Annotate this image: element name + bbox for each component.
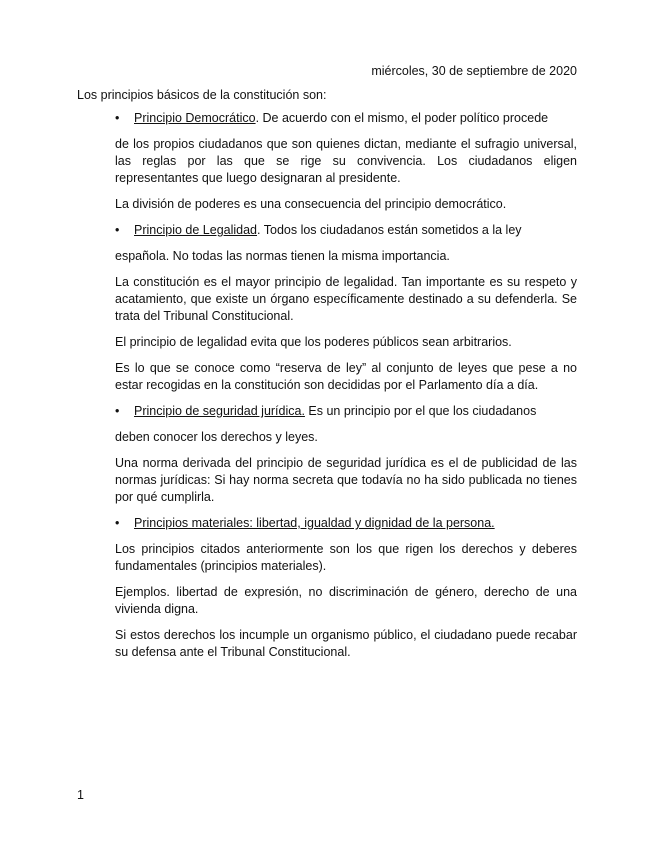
- bullet-marker: •: [115, 516, 120, 530]
- lead-seguridad: Es un principio por el que los ciudadanos: [304, 404, 537, 418]
- bullet-materiales: [115, 515, 577, 532]
- paragraph: española. No todas las normas tienen la misma importancia.: [115, 249, 450, 263]
- heading-seguridad: Principio de seguridad jurídica.: [134, 404, 305, 418]
- paragraph: de los propios ciudadanos que son quienes dictan, mediante el sufragio universal, las reglas por las que se rige su convivencia. Los ciudadanos eligen representantes que luego designaran al presidente.: [115, 137, 577, 185]
- bullet-marker: •: [115, 111, 120, 125]
- paragraph: Si estos derechos los incumple un organismo público, el ciudadano puede recabar su defensa ante el Tribunal Constitucional.: [115, 628, 577, 659]
- document-body: [115, 110, 577, 670]
- bullet-democratico: [115, 110, 577, 127]
- bullet-seguridad: [115, 403, 577, 420]
- bullet-legalidad: [115, 222, 577, 239]
- paragraph: Es lo que se conoce como “reserva de ley” al conjunto de leyes que pese a no estar recogidas en la constitución son decididas por el Parlamento día a día.: [115, 361, 577, 392]
- paragraph: Una norma derivada del principio de seguridad jurídica es el de publicidad de las normas jurídicas: Si hay norma secreta que todavía no ha sido publicada no tienes por qué cumplirla.: [115, 456, 577, 504]
- lead-democratico: . De acuerdo con el mismo, el poder político procede: [255, 111, 549, 125]
- paragraph: La división de poderes es una consecuencia del principio democrático.: [115, 197, 507, 211]
- bullet-marker: •: [115, 404, 120, 418]
- bullet-marker: •: [115, 223, 120, 237]
- paragraph: La constitución es el mayor principio de legalidad. Tan importante es su respeto y acatamiento, que existe un órgano específicamente destinado a su defenderla. Se trata del Tribunal Constitucional.: [115, 275, 577, 323]
- page-number: 1: [77, 788, 84, 802]
- intro-text: Los principios básicos de la constitución son:: [77, 88, 327, 102]
- heading-legalidad: Principio de Legalidad: [134, 223, 258, 237]
- lead-legalidad: . Todos los ciudadanos están sometidos a la ley: [257, 223, 522, 237]
- document-date: miércoles, 30 de septiembre de 2020: [371, 64, 577, 78]
- heading-democratico: Principio Democrático: [134, 111, 256, 125]
- paragraph: Los principios citados anteriormente son los que rigen los derechos y deberes fundamentales (principios materiales).: [115, 542, 577, 573]
- heading-materiales: Principios materiales: libertad, igualdad y dignidad de la persona.: [134, 516, 495, 530]
- paragraph: deben conocer los derechos y leyes.: [115, 430, 318, 444]
- paragraph: El principio de legalidad evita que los poderes públicos sean arbitrarios.: [115, 335, 512, 349]
- paragraph: Ejemplos. libertad de expresión, no discriminación de género, derecho de una vivienda digna.: [115, 585, 577, 616]
